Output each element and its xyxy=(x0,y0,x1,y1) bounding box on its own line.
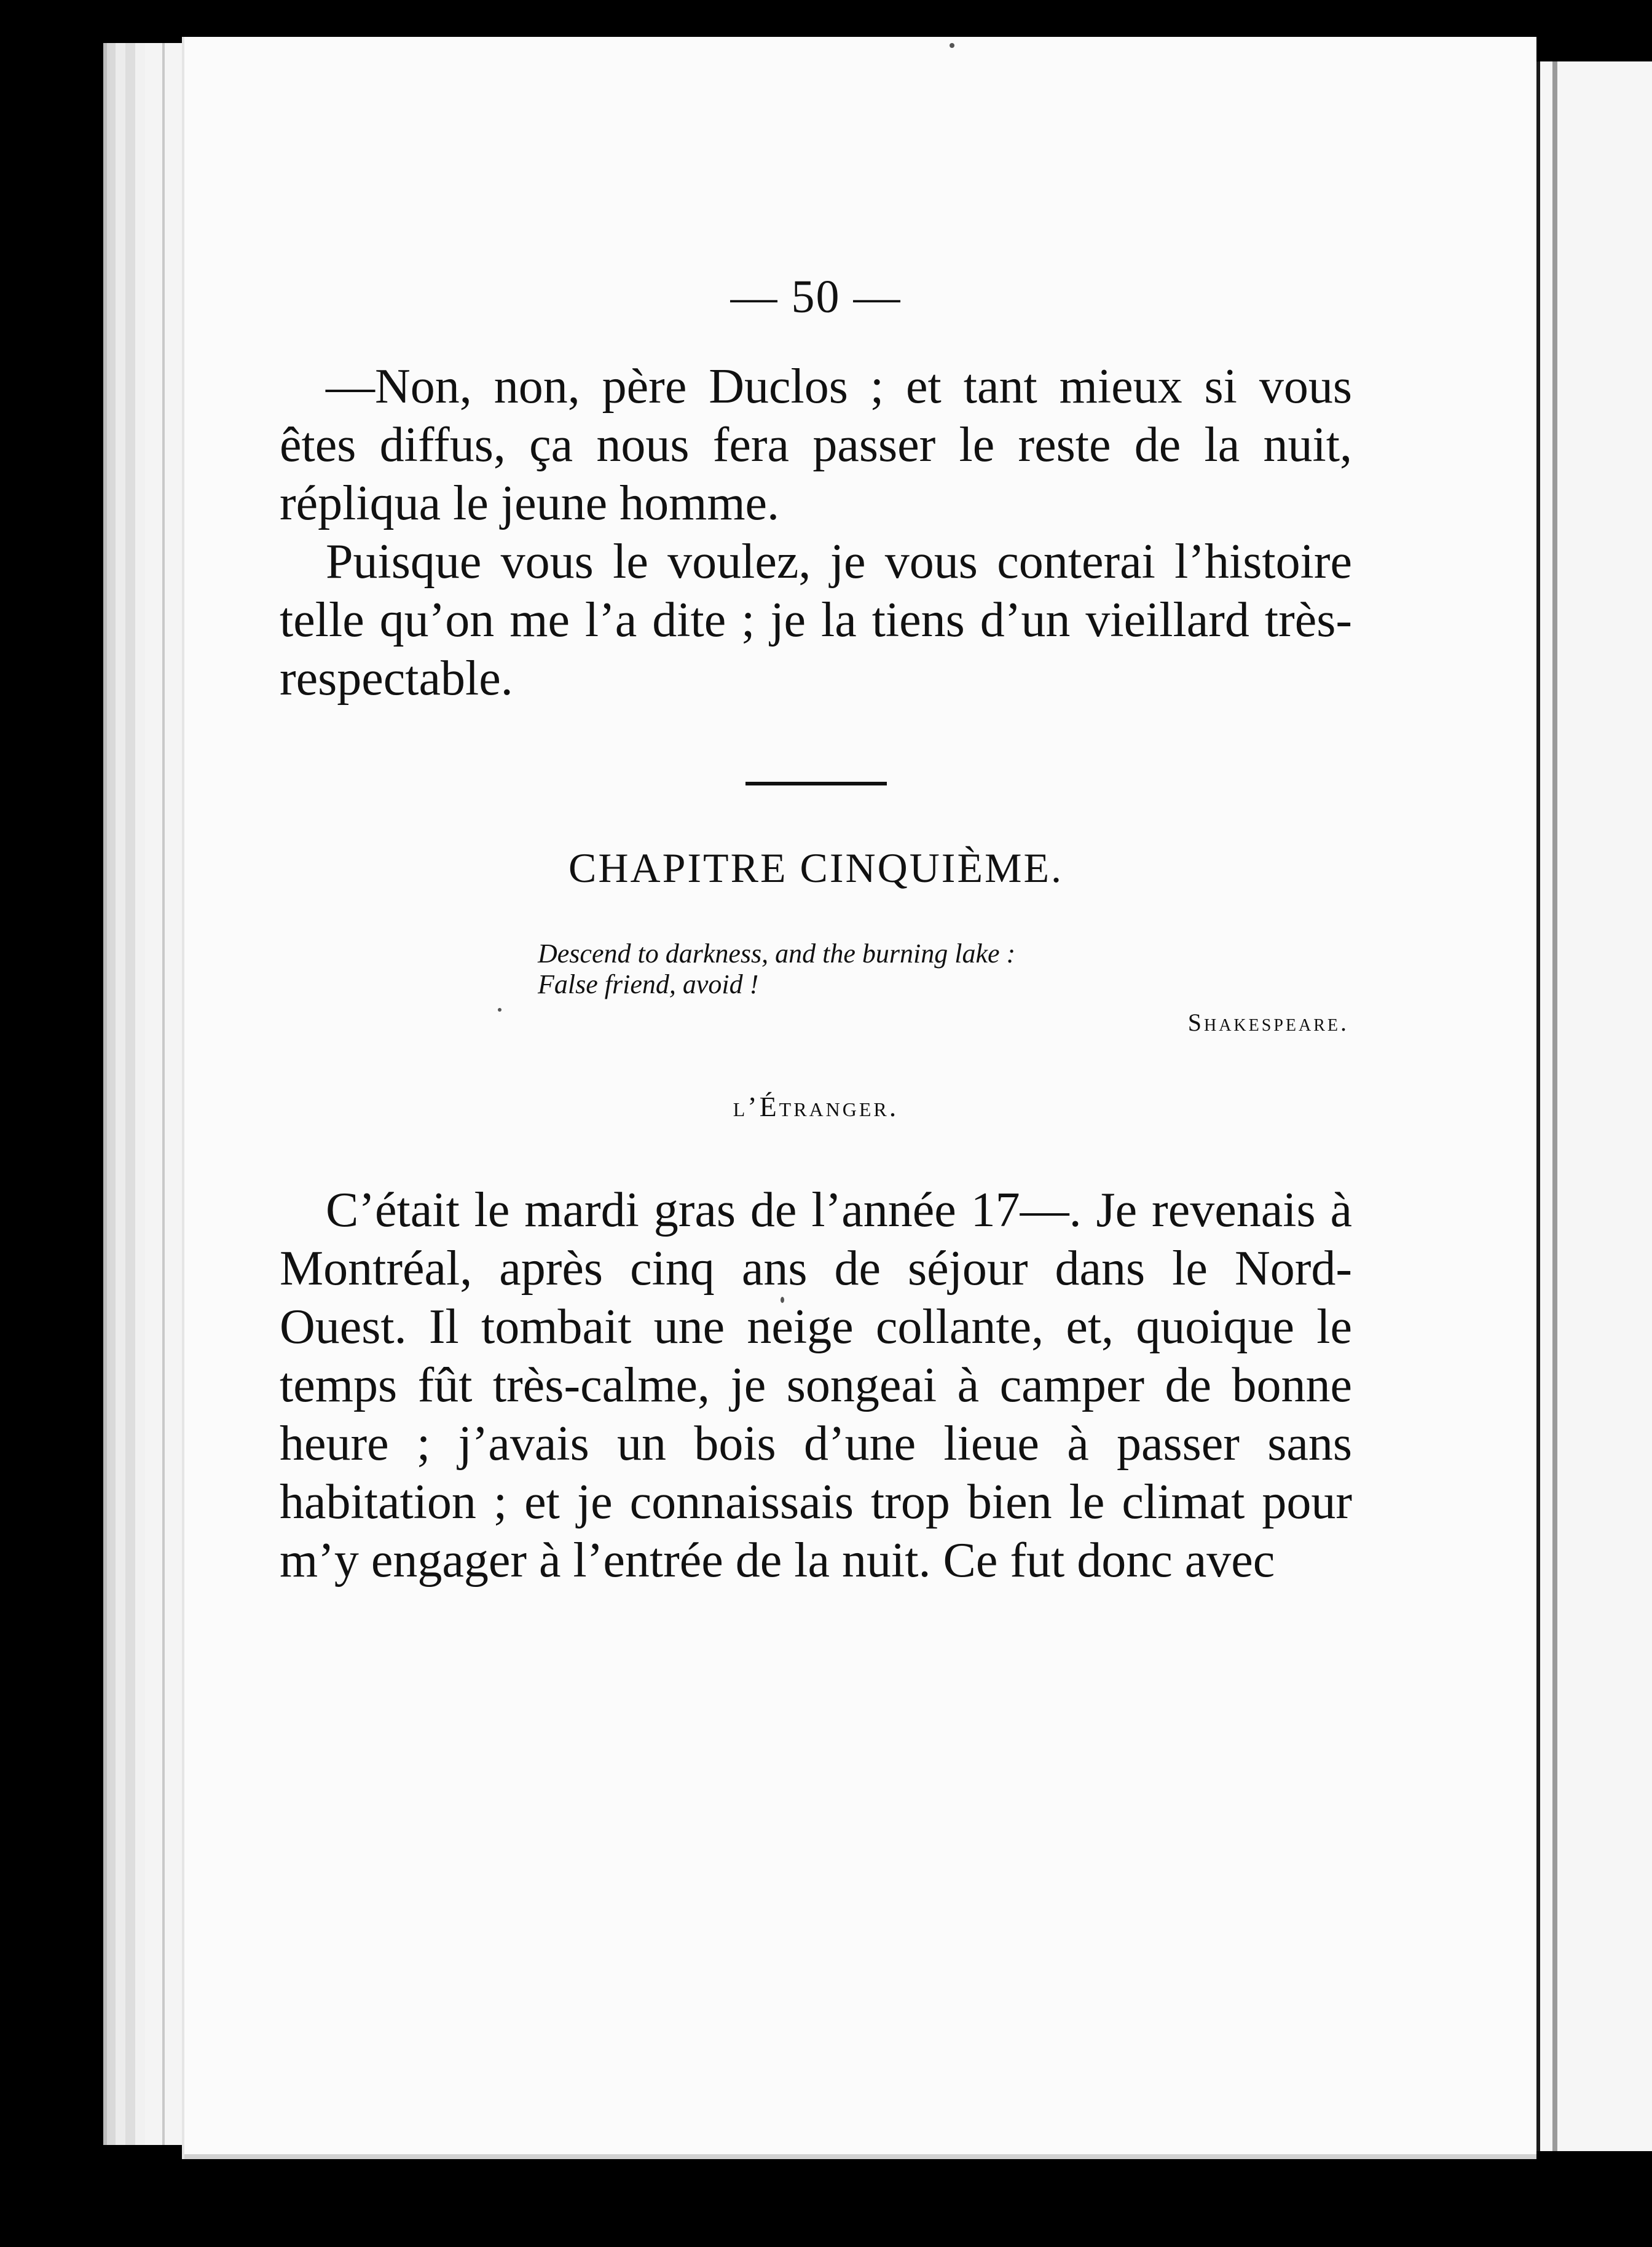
epigraph-line: Descend to darkness, and the burning lake : xyxy=(538,939,1016,969)
page-content xyxy=(280,270,1352,1590)
ink-speck xyxy=(950,43,954,48)
epigraph xyxy=(538,939,1352,1038)
epigraph-line: False friend, avoid ! xyxy=(538,969,759,999)
facing-page-edge xyxy=(1536,61,1652,2151)
paragraph: Puisque vous le voulez, je vous conterai l’histoire telle qu’on me l’a dite ; je la tiens d’un vieillard très-respectable. xyxy=(280,535,1352,706)
chapter-subtitle: l’Étranger. xyxy=(733,1091,899,1122)
chapter-title: CHAPITRE CINQUIÈME. xyxy=(568,844,1063,891)
section-divider xyxy=(745,782,887,785)
paragraph: —Non, non, père Duclos ; et tant mieux si vous êtes diffus, ça nous fera passer le reste de la nuit, répliqua le jeune homme. xyxy=(280,360,1352,530)
page-number: — 50 — xyxy=(730,271,902,323)
paragraph: C’était le mardi gras de l’année 17—. Je revenais à Montréal, après cinq ans de séjour dans le Nord-Ouest. Il tombait une neige collante, et, quoique le temps fût très-calme, je songeai à camper de bonne heure ; j’avais un bois d’une lieue à passer sans habitation ; et je connaissais trop bien le climat pour m’y engager à l’entrée de la nuit. Ce fut donc avec xyxy=(280,1183,1352,1588)
epigraph-author: Shakespeare. xyxy=(1187,1009,1349,1036)
